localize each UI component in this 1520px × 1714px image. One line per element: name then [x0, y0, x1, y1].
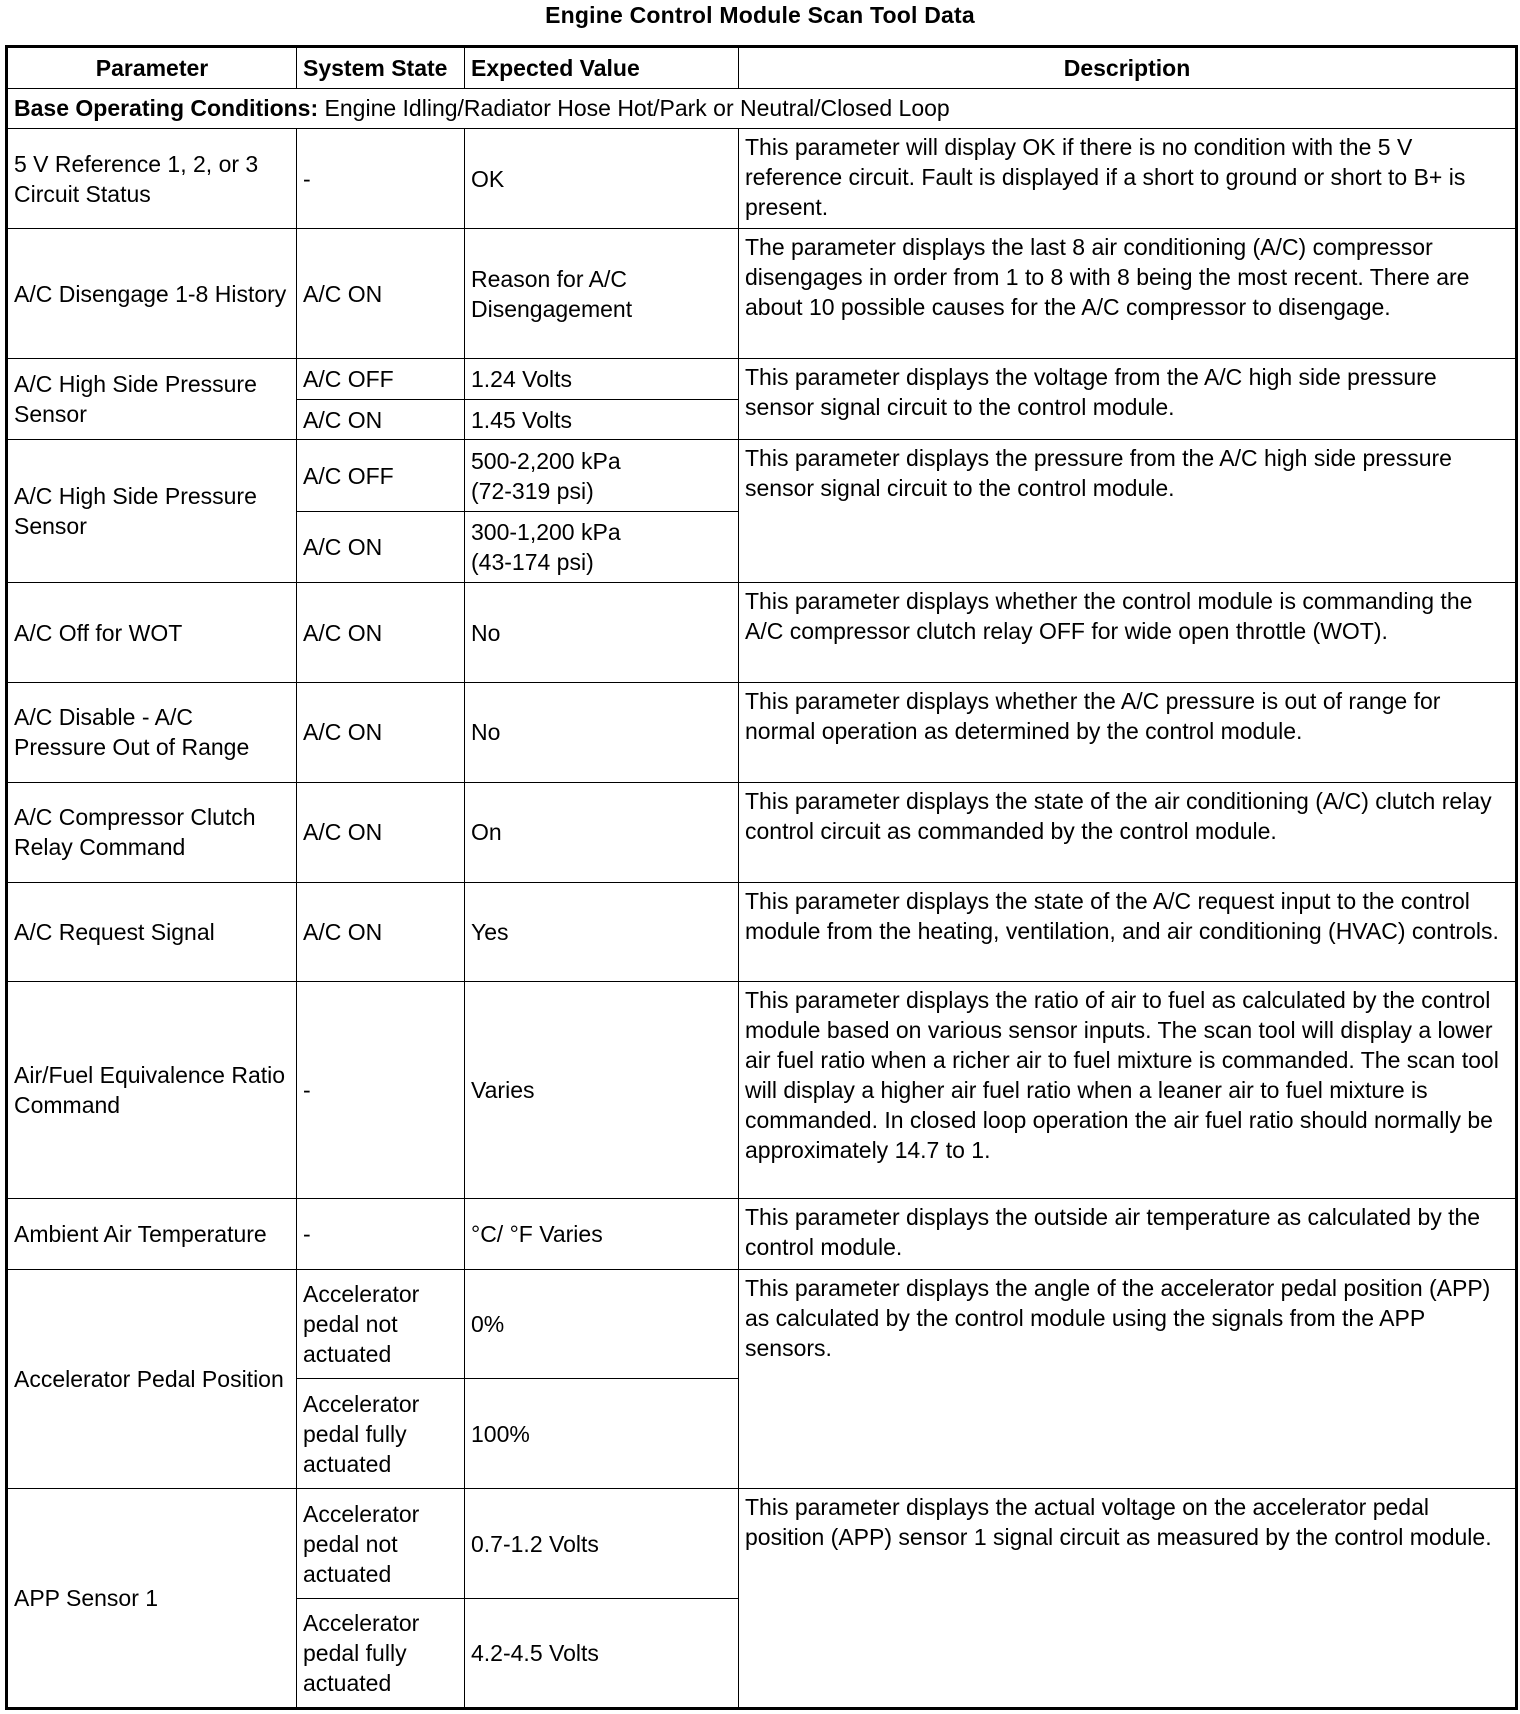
table-row [7, 1489, 1517, 1599]
system-state-cell: A/C ON [297, 782, 465, 882]
system-state-cell: A/C ON [297, 229, 465, 359]
system-state-cell: A/C ON [297, 583, 465, 683]
expected-value-cell: 100% [465, 1379, 739, 1489]
parameter-cell: A/C Request Signal [7, 882, 297, 981]
expected-value-cell: 1.45 Volts [465, 399, 739, 440]
header-description: Description [739, 47, 1517, 89]
expected-value-cell [465, 511, 739, 582]
system-state-cell: Accelerator pedal not actuated [297, 1489, 465, 1599]
table-row [7, 882, 1517, 981]
system-state-cell: A/C ON [297, 882, 465, 981]
parameter-cell: A/C High Side Pressure Sensor [7, 359, 297, 440]
description-cell: This parameter displays whether the control module is commanding the A/C compressor clutch relay OFF for wide open throttle (WOT). [739, 583, 1517, 683]
table-row [7, 683, 1517, 782]
description-cell: This parameter displays the actual voltage on the accelerator pedal position (APP) sensor 1 signal circuit as measured by the control module. [739, 1489, 1517, 1709]
description-cell: This parameter displays whether the A/C pressure is out of range for normal operation as determined by the control module. [739, 683, 1517, 782]
expected-value-cell: 1.24 Volts [465, 359, 739, 400]
expected-value-cell: Yes [465, 882, 739, 981]
expected-value-cell: No [465, 583, 739, 683]
parameter-cell: 5 V Reference 1, 2, or 3 Circuit Status [7, 129, 297, 229]
system-state-cell: Accelerator pedal fully actuated [297, 1379, 465, 1489]
table-row [7, 981, 1517, 1198]
expected-value-cell: OK [465, 129, 739, 229]
system-state-cell: - [297, 1199, 465, 1269]
system-state-cell: Accelerator pedal not actuated [297, 1269, 465, 1379]
table-row [7, 583, 1517, 683]
parameter-cell: A/C Off for WOT [7, 583, 297, 683]
system-state-cell: A/C ON [297, 683, 465, 782]
parameter-cell: Ambient Air Temperature [7, 1199, 297, 1269]
base-conditions-row [7, 88, 1517, 129]
expected-value-cell: °C/ °F Varies [465, 1199, 739, 1269]
table-row [7, 782, 1517, 882]
expected-value-cell: 4.2-4.5 Volts [465, 1599, 739, 1709]
description-cell: This parameter displays the angle of the accelerator pedal position (APP) as calculated by the control module using the signals from the APP sensors. [739, 1269, 1517, 1489]
parameter-cell: A/C Disengage 1-8 History [7, 229, 297, 359]
table-row [7, 129, 1517, 229]
expected-value-line: (43-174 psi) [471, 548, 594, 575]
scan-tool-data-table [5, 45, 1518, 1710]
base-conditions-label: Base Operating Conditions: [14, 95, 319, 122]
table-row [7, 359, 1517, 400]
description-cell: This parameter displays the outside air temperature as calculated by the control module. [739, 1199, 1517, 1269]
system-state-cell: - [297, 129, 465, 229]
base-conditions-cell [7, 88, 1517, 129]
expected-value-cell: 0.7-1.2 Volts [465, 1489, 739, 1599]
expected-value-line: 500-2,200 kPa [471, 447, 621, 474]
description-cell: This parameter displays the state of the air conditioning (A/C) clutch relay control circuit as commanded by the control module. [739, 782, 1517, 882]
table-row [7, 1269, 1517, 1379]
header-expected-value: Expected Value [465, 47, 739, 89]
description-cell: The parameter displays the last 8 air conditioning (A/C) compressor disengages in order from 1 to 8 with 8 being the most recent. There are about 10 possible causes for the A/C compressor to disengage. [739, 229, 1517, 359]
description-cell: This parameter displays the pressure from the A/C high side pressure sensor signal circuit to the control module. [739, 440, 1517, 583]
parameter-cell: A/C Disable - A/C Pressure Out of Range [7, 683, 297, 782]
description-cell: This parameter will display OK if there is no condition with the 5 V reference circuit. Fault is displayed if a short to ground or short to B+ is present. [739, 129, 1517, 229]
system-state-cell: - [297, 981, 465, 1198]
parameter-cell: Accelerator Pedal Position [7, 1269, 297, 1489]
parameter-cell: APP Sensor 1 [7, 1489, 297, 1709]
expected-value-cell: No [465, 683, 739, 782]
system-state-cell: A/C ON [297, 399, 465, 440]
base-conditions-text: Engine Idling/Radiator Hose Hot/Park or Neutral/Closed Loop [318, 95, 950, 122]
expected-value-cell: Reason for A/C Disengagement [465, 229, 739, 359]
description-cell: This parameter displays the state of the A/C request input to the control module from the heating, ventilation, and air conditioning (HVAC) controls. [739, 882, 1517, 981]
parameter-cell: A/C Compressor Clutch Relay Command [7, 782, 297, 882]
table-row [7, 1199, 1517, 1269]
expected-value-cell [465, 440, 739, 511]
system-state-cell: A/C OFF [297, 359, 465, 400]
system-state-cell: A/C ON [297, 511, 465, 582]
table-row [7, 440, 1517, 511]
header-system-state: System State [297, 47, 465, 89]
description-cell: This parameter displays the voltage from the A/C high side pressure sensor signal circuit to the control module. [739, 359, 1517, 440]
table-header-row [7, 47, 1517, 89]
expected-value-cell: Varies [465, 981, 739, 1198]
page-title: Engine Control Module Scan Tool Data [545, 2, 975, 28]
expected-value-cell: 0% [465, 1269, 739, 1379]
expected-value-line: 300-1,200 kPa [471, 518, 621, 545]
header-parameter: Parameter [7, 47, 297, 89]
system-state-cell: Accelerator pedal fully actuated [297, 1599, 465, 1709]
parameter-cell: Air/Fuel Equivalence Ratio Command [7, 981, 297, 1198]
table-row [7, 229, 1517, 359]
system-state-cell: A/C OFF [297, 440, 465, 511]
description-cell: This parameter displays the ratio of air to fuel as calculated by the control module based on various sensor inputs. The scan tool will display a lower air fuel ratio when a richer air to fuel mixture is commanded. The scan tool will display a higher air fuel ratio when a leaner air to fuel mixture is commanded. In closed loop operation the air fuel ratio should normally be approximately 14.7 to 1. [739, 981, 1517, 1198]
expected-value-line: (72-319 psi) [471, 477, 594, 504]
expected-value-cell: On [465, 782, 739, 882]
parameter-cell: A/C High Side Pressure Sensor [7, 440, 297, 583]
